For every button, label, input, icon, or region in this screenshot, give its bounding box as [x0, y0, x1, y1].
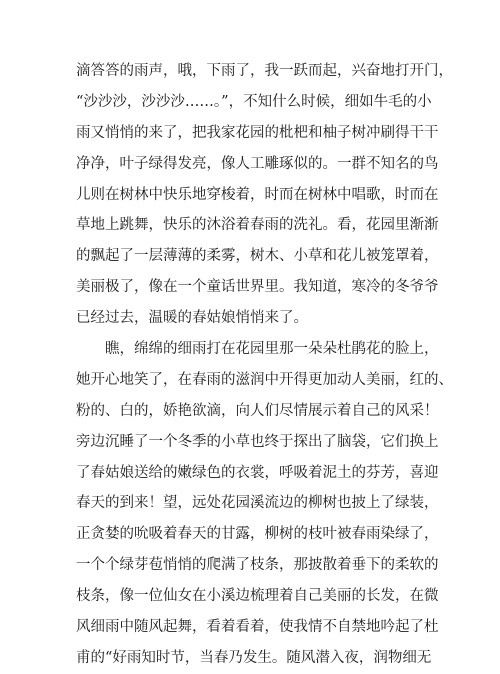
text-line: “沙沙沙，沙沙沙……。”，不知什么时候，细如牛毛的小 — [76, 93, 432, 110]
text-line: 风细雨中随风起舞，看着看着，使我情不自禁地吟起了杜 — [76, 619, 439, 636]
text-line: 的飘起了一层薄薄的柔雾，树木、小草和花儿被笼罩着， — [76, 248, 439, 265]
text-line: 枝条，像一位仙女在小溪边梳理着自己美丽的长发，在微 — [76, 588, 439, 605]
text-line: 净净，叶子绿得发亮，像人工雕琢似的。一群不知名的鸟 — [76, 155, 439, 172]
text-line: 旁边沉睡了一个冬季的小草也终于探出了脑袋，它们换上 — [76, 433, 439, 450]
text-line: 滴答答的雨声，哦，下雨了，我一跃而起，兴奋地打开门， — [76, 63, 453, 79]
text-line: 雨又悄悄的来了，把我家花园的枇杷和柚子树冲刷得干干 — [76, 124, 439, 141]
text-line: 儿则在树林中快乐地穿梭着，时而在树林中唱歌，时而在 — [76, 186, 439, 203]
text-line: 了春姑娘送给的嫩绿色的衣裳，呼吸着泥土的芬芳，喜迎 — [76, 464, 439, 481]
text-line: 正贪婪的吮吸着春天的甘露，柳树的枝叶被春雨染绿了， — [76, 526, 439, 543]
text-line: 粉的、白的，娇艳欲滴，向人们尽情展示着自己的风采！ — [76, 402, 439, 419]
text-line: 草地上跳舞，快乐的沐浴着春雨的洗礼。看，花园里渐渐 — [76, 217, 439, 234]
paragraph-end-line: 已经过去，温暖的春姑娘悄悄来了。 — [76, 310, 308, 327]
text-line: 她开心地笑了，在春雨的滋润中开得更加动人美丽，红的、 — [76, 371, 453, 388]
text-line: 甫的“好雨知时节，当春乃发生。随风潜入夜，润物细无 — [76, 649, 432, 666]
text-line: 美丽极了，像在一个童话世界里。我知道，寒冷的冬爷爷 — [76, 279, 439, 296]
text-line: 春天的到来！望，远处花园溪流边的柳树也披上了绿装， — [76, 495, 439, 512]
text-line: 一个个绿芽苞悄悄的爬满了枝条，那披散着垂下的柔软的 — [76, 557, 439, 574]
paragraph-start-line: 瞧，绵绵的细雨打在花园里那一朵朵杜鹃花的脸上， — [105, 341, 439, 358]
essay-text — [76, 56, 453, 674]
